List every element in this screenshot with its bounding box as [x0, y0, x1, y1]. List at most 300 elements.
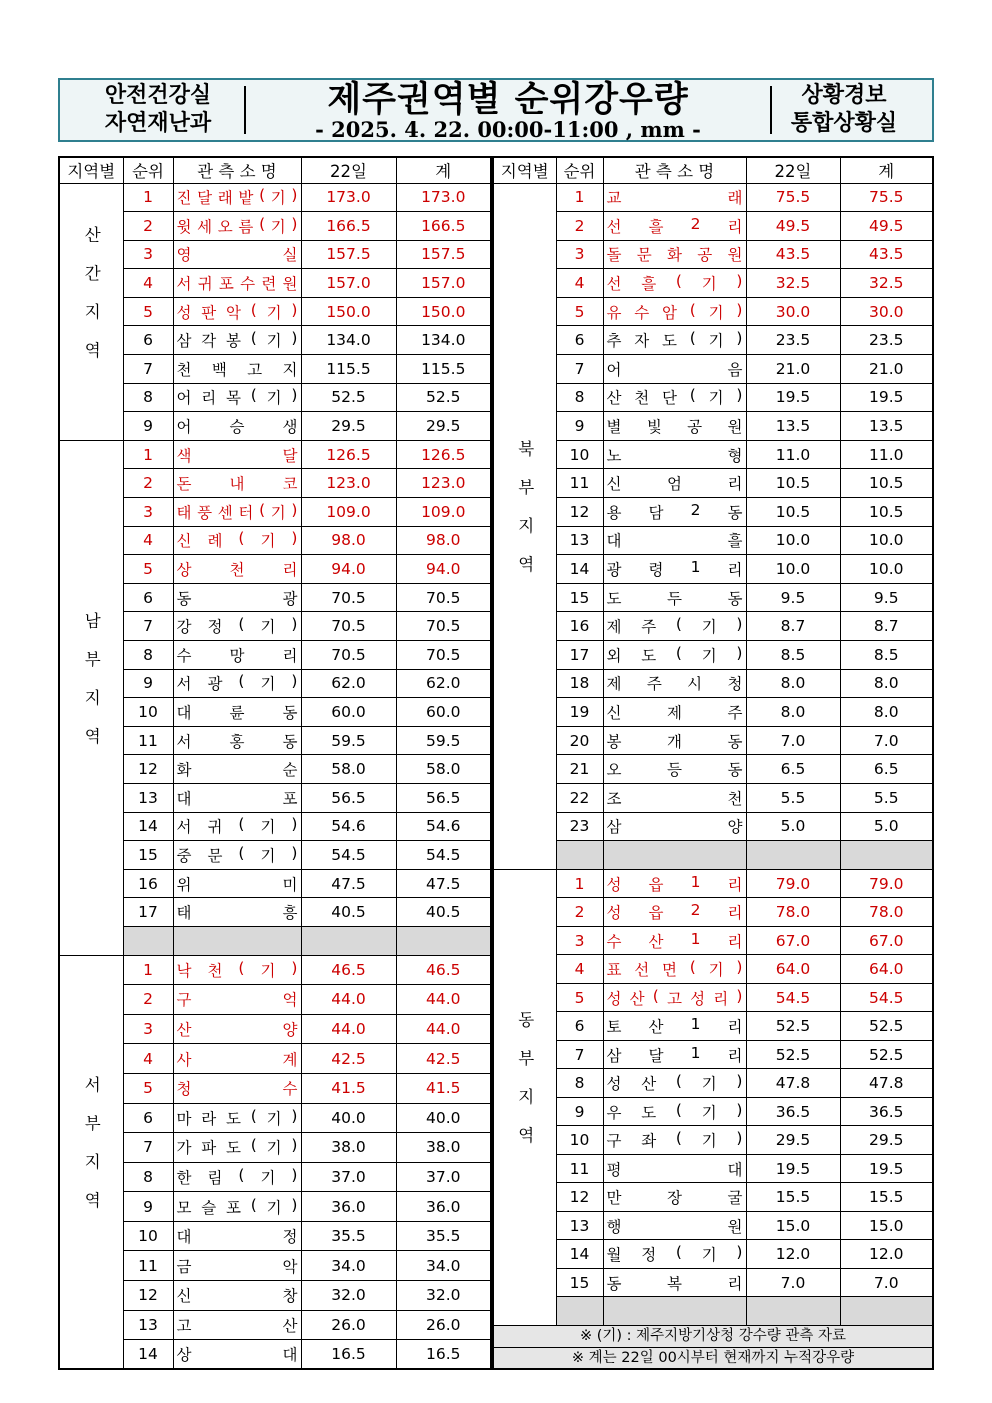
- day-rainfall-cell: 52.5: [301, 383, 396, 412]
- rank-cell: 22: [556, 783, 603, 812]
- station-name: 윗 세 오 름 ( 기 ): [176, 214, 298, 236]
- rank-cell: 5: [123, 555, 173, 584]
- day-rainfall-cell: 157.5: [301, 240, 396, 269]
- rank-cell: 1: [123, 955, 173, 985]
- total-rainfall-cell: 78.0: [840, 898, 933, 927]
- table-row: [493, 898, 933, 927]
- table-row: [493, 1240, 933, 1269]
- station-name: 대 정: [176, 1228, 298, 1247]
- station-name-cell: [603, 926, 746, 955]
- day-rainfall-cell: 21.0: [746, 355, 840, 384]
- rank-cell: 7: [556, 355, 603, 384]
- total-rainfall-cell: 26.0: [396, 1310, 491, 1340]
- total-rainfall-cell: 157.5: [396, 240, 491, 269]
- day-rainfall-cell: 60.0: [301, 698, 396, 727]
- title-block: [250, 80, 766, 140]
- station-name-cell: [603, 240, 746, 269]
- day-rainfall-cell: 70.5: [301, 583, 396, 612]
- table-row: [493, 698, 933, 727]
- table-row: [59, 183, 491, 212]
- department-label: [74, 80, 242, 140]
- table-row: [493, 726, 933, 755]
- rank-cell: 7: [556, 1040, 603, 1069]
- total-rainfall-cell: 12.0: [840, 1240, 933, 1269]
- station-name: 추 자 도 ( 기 ): [606, 329, 743, 351]
- station-name: 수 망 리: [176, 646, 298, 665]
- total-rainfall-cell: 8.0: [840, 669, 933, 698]
- station-name-cell: [173, 669, 301, 698]
- day-rainfall-cell: 19.5: [746, 383, 840, 412]
- day-rainfall-cell: 49.5: [746, 212, 840, 241]
- total-column-header: 계: [840, 157, 933, 183]
- rank-cell: 4: [123, 1044, 173, 1074]
- station-name-cell: [173, 583, 301, 612]
- table-header-row: [493, 157, 933, 183]
- station-name: 구 좌 ( 기 ): [606, 1129, 743, 1150]
- station-name: 천 백 고 지: [176, 360, 298, 379]
- table-row: [59, 412, 491, 441]
- day-rainfall-cell: 26.0: [301, 1310, 396, 1340]
- table-row: [493, 1154, 933, 1183]
- table-row: [493, 641, 933, 670]
- day-rainfall-cell: 8.7: [746, 612, 840, 641]
- region-name: 동부지역: [515, 1011, 535, 1166]
- station-column-header: 관 측 소 명: [603, 157, 746, 183]
- station-name: 영 실: [176, 246, 298, 265]
- total-rainfall-cell: 7.0: [840, 726, 933, 755]
- table-row: [493, 926, 933, 955]
- rank-cell: 2: [123, 985, 173, 1015]
- total-rainfall-cell: 52.5: [840, 1012, 933, 1041]
- station-name: 삼 달 1 리: [606, 1043, 743, 1065]
- day-rainfall-cell: 126.5: [301, 440, 396, 469]
- day-rainfall-cell: 78.0: [746, 898, 840, 927]
- station-name-cell: [603, 812, 746, 841]
- station-name: 제 주 시 청: [606, 675, 743, 694]
- station-name-cell: [603, 583, 746, 612]
- station-name-cell: [603, 1012, 746, 1041]
- table-row: [493, 983, 933, 1012]
- total-rainfall-cell: 10.5: [840, 498, 933, 527]
- region-name: 남부지역: [81, 611, 101, 766]
- station-name-cell: [603, 555, 746, 584]
- rank-cell: 12: [123, 755, 173, 784]
- rank-cell: 12: [123, 1281, 173, 1311]
- table-row: [59, 383, 491, 412]
- rank-cell: 11: [123, 1251, 173, 1281]
- table-row: [59, 555, 491, 584]
- total-rainfall-cell: 9.5: [840, 583, 933, 612]
- day-rainfall-cell: 75.5: [746, 183, 840, 212]
- day-rainfall-cell: 8.5: [746, 641, 840, 670]
- report-header: [58, 78, 934, 142]
- rank-cell: 5: [123, 297, 173, 326]
- day-rainfall-cell: 10.0: [746, 555, 840, 584]
- table-row: [59, 1044, 491, 1074]
- day-rainfall-cell: 64.0: [746, 955, 840, 984]
- region-name: 서부지역: [81, 1075, 101, 1230]
- day-rainfall-cell: 37.0: [301, 1162, 396, 1192]
- rank-cell: 9: [123, 669, 173, 698]
- station-name-cell: [173, 812, 301, 841]
- day-rainfall-cell: 52.5: [746, 1012, 840, 1041]
- station-name: 구 억: [176, 991, 298, 1010]
- station-name-cell: [603, 841, 746, 870]
- station-name: 용 담 2 동: [606, 500, 743, 522]
- station-name-cell: [603, 355, 746, 384]
- day-column-header: 22일: [746, 157, 840, 183]
- station-name: 어 음: [606, 360, 743, 379]
- table-row: [493, 1012, 933, 1041]
- day-rainfall-cell: 47.8: [746, 1069, 840, 1098]
- day-rainfall-cell: 62.0: [301, 669, 396, 698]
- station-name-cell: [173, 326, 301, 355]
- station-name: 서 홍 동: [176, 732, 298, 751]
- station-name: 삼 각 봉 ( 기 ): [176, 329, 298, 351]
- total-rainfall-cell: 8.5: [840, 641, 933, 670]
- rank-cell: 3: [556, 240, 603, 269]
- station-name-cell: [173, 641, 301, 670]
- station-name-cell: [603, 669, 746, 698]
- station-name-cell: [173, 1044, 301, 1074]
- rank-cell: 5: [556, 297, 603, 326]
- table-row: [59, 583, 491, 612]
- day-rainfall-cell: [301, 926, 396, 955]
- day-rainfall-cell: 70.5: [301, 641, 396, 670]
- station-name: 삼 양: [606, 818, 743, 837]
- station-name-cell: [173, 755, 301, 784]
- region-label-west: [59, 955, 123, 1369]
- station-name: 선 흘 2 리: [606, 214, 743, 236]
- table-row: [493, 498, 933, 527]
- total-rainfall-cell: 44.0: [396, 1014, 491, 1044]
- rank-cell: 14: [556, 1240, 603, 1269]
- table-row: [59, 869, 491, 898]
- rainfall-table-right: [492, 156, 934, 1370]
- station-name-cell: [603, 1069, 746, 1098]
- rank-cell: 11: [123, 726, 173, 755]
- rank-cell: 21: [556, 755, 603, 784]
- total-rainfall-cell: 10.5: [840, 469, 933, 498]
- station-name-cell: [603, 783, 746, 812]
- station-name: 노 형: [606, 446, 743, 465]
- day-rainfall-cell: [746, 1297, 840, 1326]
- total-rainfall-cell: 43.5: [840, 240, 933, 269]
- region-name: 산간지역: [81, 225, 101, 380]
- station-name-cell: [173, 412, 301, 441]
- rank-cell: 3: [123, 240, 173, 269]
- total-rainfall-cell: 64.0: [840, 955, 933, 984]
- rank-cell: 5: [556, 983, 603, 1012]
- station-name-cell: [173, 383, 301, 412]
- station-name-cell: [603, 1297, 746, 1326]
- station-column-header: 관 측 소 명: [173, 157, 301, 183]
- total-rainfall-cell: 150.0: [396, 297, 491, 326]
- table-row: [493, 555, 933, 584]
- station-name: 금 악: [176, 1257, 298, 1276]
- station-name: 외 도 ( 기 ): [606, 643, 743, 665]
- rank-cell: 1: [123, 440, 173, 469]
- office-label: [770, 80, 918, 140]
- day-rainfall-cell: 6.5: [746, 755, 840, 784]
- station-name: 모 슬 포 ( 기 ): [176, 1195, 298, 1217]
- rank-cell: 1: [556, 869, 603, 898]
- rank-cell: 4: [123, 269, 173, 298]
- station-name: 산 양: [176, 1021, 298, 1040]
- total-rainfall-cell: 67.0: [840, 926, 933, 955]
- day-rainfall-cell: 47.5: [301, 869, 396, 898]
- rank-cell: 15: [556, 1268, 603, 1297]
- rank-cell: [556, 1297, 603, 1326]
- day-rainfall-cell: 67.0: [746, 926, 840, 955]
- total-rainfall-cell: 70.5: [396, 612, 491, 641]
- total-rainfall-cell: 52.5: [840, 1040, 933, 1069]
- station-name: 신 창: [176, 1287, 298, 1306]
- day-rainfall-cell: 8.0: [746, 669, 840, 698]
- station-name: 어 승 생: [176, 418, 298, 437]
- rank-cell: 13: [123, 783, 173, 812]
- station-name-cell: [173, 1014, 301, 1044]
- rank-cell: 12: [556, 1183, 603, 1212]
- rank-cell: 6: [556, 1012, 603, 1041]
- station-name: 신 제 주: [606, 703, 743, 722]
- total-rainfall-cell: 166.5: [396, 212, 491, 241]
- rank-cell: 3: [123, 1014, 173, 1044]
- total-rainfall-cell: 47.8: [840, 1069, 933, 1098]
- day-rainfall-cell: 29.5: [746, 1126, 840, 1155]
- table-row: [59, 297, 491, 326]
- rainfall-table-left: [58, 156, 492, 1370]
- rank-cell: 14: [123, 812, 173, 841]
- table-row: [59, 841, 491, 870]
- day-rainfall-cell: 15.5: [746, 1183, 840, 1212]
- station-name-cell: [603, 383, 746, 412]
- table-row: [493, 1126, 933, 1155]
- station-name-cell: [603, 297, 746, 326]
- station-name-cell: [603, 755, 746, 784]
- rank-cell: 1: [556, 183, 603, 212]
- station-name: 만 장 굴: [606, 1189, 743, 1207]
- table-row: [59, 1073, 491, 1103]
- total-rainfall-cell: 8.0: [840, 698, 933, 727]
- station-name-cell: [603, 612, 746, 641]
- page-subtitle: - 2025. 4. 22. 00:00-11:00 , mm -: [315, 117, 701, 142]
- footnote-row: [493, 1347, 933, 1369]
- rank-cell: 8: [556, 383, 603, 412]
- station-name-cell: [173, 555, 301, 584]
- total-rainfall-cell: 23.5: [840, 326, 933, 355]
- total-rainfall-cell: 75.5: [840, 183, 933, 212]
- rank-cell: 7: [123, 355, 173, 384]
- rank-cell: 10: [556, 1126, 603, 1155]
- table-row: [493, 1268, 933, 1297]
- day-rainfall-cell: 41.5: [301, 1073, 396, 1103]
- office-line-1: 상황경보: [801, 83, 887, 108]
- day-rainfall-cell: 32.0: [301, 1281, 396, 1311]
- table-row: [59, 985, 491, 1015]
- day-rainfall-cell: 12.0: [746, 1240, 840, 1269]
- total-rainfall-cell: 35.5: [396, 1221, 491, 1251]
- total-rainfall-cell: 29.5: [840, 1126, 933, 1155]
- total-rainfall-cell: [840, 841, 933, 870]
- station-name: 진 달 래 밭 ( 기 ): [176, 186, 298, 208]
- total-rainfall-cell: [840, 1297, 933, 1326]
- region-label-mountain: [59, 183, 123, 440]
- table-row: [493, 297, 933, 326]
- station-name: 신 엄 리: [606, 475, 743, 494]
- table-row: [59, 755, 491, 784]
- day-rainfall-cell: 40.0: [301, 1103, 396, 1133]
- day-rainfall-cell: 44.0: [301, 1014, 396, 1044]
- table-row: [59, 355, 491, 384]
- station-name: 대 포: [176, 789, 298, 808]
- day-rainfall-cell: 109.0: [301, 498, 396, 527]
- footnote-2: ※ 계는 22일 00시부터 현재까지 누적강우량: [493, 1347, 933, 1369]
- table-row: [493, 469, 933, 498]
- rank-cell: 4: [556, 955, 603, 984]
- total-rainfall-cell: 36.5: [840, 1097, 933, 1126]
- rank-cell: 2: [123, 469, 173, 498]
- total-rainfall-cell: 49.5: [840, 212, 933, 241]
- rank-cell: 13: [556, 526, 603, 555]
- table-row: [493, 326, 933, 355]
- total-rainfall-cell: 34.0: [396, 1251, 491, 1281]
- station-name-cell: [603, 1154, 746, 1183]
- total-rainfall-cell: 70.5: [396, 641, 491, 670]
- station-name: 동 광: [176, 589, 298, 608]
- total-rainfall-cell: 15.5: [840, 1183, 933, 1212]
- day-rainfall-cell: 8.0: [746, 698, 840, 727]
- day-rainfall-cell: 10.0: [746, 526, 840, 555]
- station-name: 한 림 ( 기 ): [176, 1165, 298, 1187]
- table-row: [493, 812, 933, 841]
- table-row: [59, 641, 491, 670]
- total-rainfall-cell: 109.0: [396, 498, 491, 527]
- station-name: 동 복 리: [606, 1274, 743, 1293]
- station-name: 행 원: [606, 1217, 743, 1236]
- station-name: 대 흘: [606, 532, 743, 551]
- rank-column-header: 순위: [123, 157, 173, 183]
- station-name: 마 라 도 ( 기 ): [176, 1106, 298, 1128]
- rank-cell: 1: [123, 183, 173, 212]
- station-name: 봉 개 동: [606, 732, 743, 751]
- day-rainfall-cell: 70.5: [301, 612, 396, 641]
- station-name-cell: [173, 212, 301, 241]
- table-row: [59, 1310, 491, 1340]
- station-name: 돈 내 코: [176, 475, 298, 494]
- table-row: [59, 812, 491, 841]
- table-row: [493, 583, 933, 612]
- station-name-cell: [173, 1103, 301, 1133]
- station-name: 가 파 도 ( 기 ): [176, 1136, 298, 1158]
- table-row: [59, 440, 491, 469]
- day-rainfall-cell: 15.0: [746, 1211, 840, 1240]
- day-rainfall-cell: 9.5: [746, 583, 840, 612]
- table-row: [59, 698, 491, 727]
- station-name: 별 빛 공 원: [606, 418, 743, 437]
- day-rainfall-cell: 134.0: [301, 326, 396, 355]
- table-row: [493, 355, 933, 384]
- table-row: [493, 183, 933, 212]
- station-name-cell: [173, 469, 301, 498]
- region-name: 북부지역: [515, 440, 535, 595]
- rank-cell: 10: [556, 440, 603, 469]
- rank-cell: 6: [556, 326, 603, 355]
- day-rainfall-cell: 58.0: [301, 755, 396, 784]
- station-name-cell: [603, 412, 746, 441]
- station-name-cell: [173, 783, 301, 812]
- day-rainfall-cell: 44.0: [301, 985, 396, 1015]
- station-name-cell: [603, 326, 746, 355]
- station-name-cell: [603, 1097, 746, 1126]
- station-name: 색 달: [176, 446, 298, 465]
- station-name-cell: [173, 1192, 301, 1222]
- total-rainfall-cell: 8.7: [840, 612, 933, 641]
- rank-cell: 7: [123, 1133, 173, 1163]
- total-rainfall-cell: 54.5: [840, 983, 933, 1012]
- total-rainfall-cell: 6.5: [840, 755, 933, 784]
- rank-cell: 10: [123, 698, 173, 727]
- station-name-cell: [603, 1183, 746, 1212]
- table-row: [493, 240, 933, 269]
- rank-cell: 17: [123, 898, 173, 927]
- department-line-1: 안전건강실: [104, 83, 212, 108]
- total-rainfall-cell: [396, 926, 491, 955]
- day-rainfall-cell: 40.5: [301, 898, 396, 927]
- station-name-cell: [173, 985, 301, 1015]
- total-rainfall-cell: 54.5: [396, 841, 491, 870]
- day-rainfall-cell: [746, 841, 840, 870]
- total-rainfall-cell: 42.5: [396, 1044, 491, 1074]
- rank-cell: 6: [123, 583, 173, 612]
- day-rainfall-cell: 54.5: [746, 983, 840, 1012]
- rank-cell: 3: [556, 926, 603, 955]
- station-name-cell: [173, 240, 301, 269]
- station-name-cell: [173, 355, 301, 384]
- station-name-cell: [603, 983, 746, 1012]
- day-rainfall-cell: 29.5: [301, 412, 396, 441]
- day-rainfall-cell: 56.5: [301, 783, 396, 812]
- table-row: [59, 326, 491, 355]
- station-name: 상 천 리: [176, 561, 298, 580]
- station-name-cell: [603, 698, 746, 727]
- station-name: 토 산 1 리: [606, 1015, 743, 1036]
- total-rainfall-cell: 29.5: [396, 412, 491, 441]
- station-name-cell: [603, 898, 746, 927]
- station-name: 강 정 ( 기 ): [176, 615, 298, 637]
- total-rainfall-cell: 41.5: [396, 1073, 491, 1103]
- table-row: [59, 1103, 491, 1133]
- station-name: 중 문 ( 기 ): [176, 843, 298, 865]
- office-line-2: 통합상황실: [790, 111, 898, 136]
- rank-cell: 19: [556, 698, 603, 727]
- day-rainfall-cell: 34.0: [301, 1251, 396, 1281]
- rank-cell: 17: [556, 641, 603, 670]
- table-row: [493, 269, 933, 298]
- day-rainfall-cell: 10.5: [746, 498, 840, 527]
- day-rainfall-cell: 157.0: [301, 269, 396, 298]
- day-rainfall-cell: 32.5: [746, 269, 840, 298]
- station-name-cell: [603, 498, 746, 527]
- station-name: 서 귀 포 수 련 원: [176, 275, 298, 294]
- footnote-1: ※ (기) : 제주지방기상청 강수량 관측 자료: [493, 1325, 933, 1347]
- page-title: 제주권역별 순위강우량: [327, 80, 689, 120]
- table-row: [493, 612, 933, 641]
- table-row: [493, 755, 933, 784]
- station-name: 표 선 면 ( 기 ): [606, 958, 743, 979]
- day-rainfall-cell: 10.5: [746, 469, 840, 498]
- total-rainfall-cell: 32.0: [396, 1281, 491, 1311]
